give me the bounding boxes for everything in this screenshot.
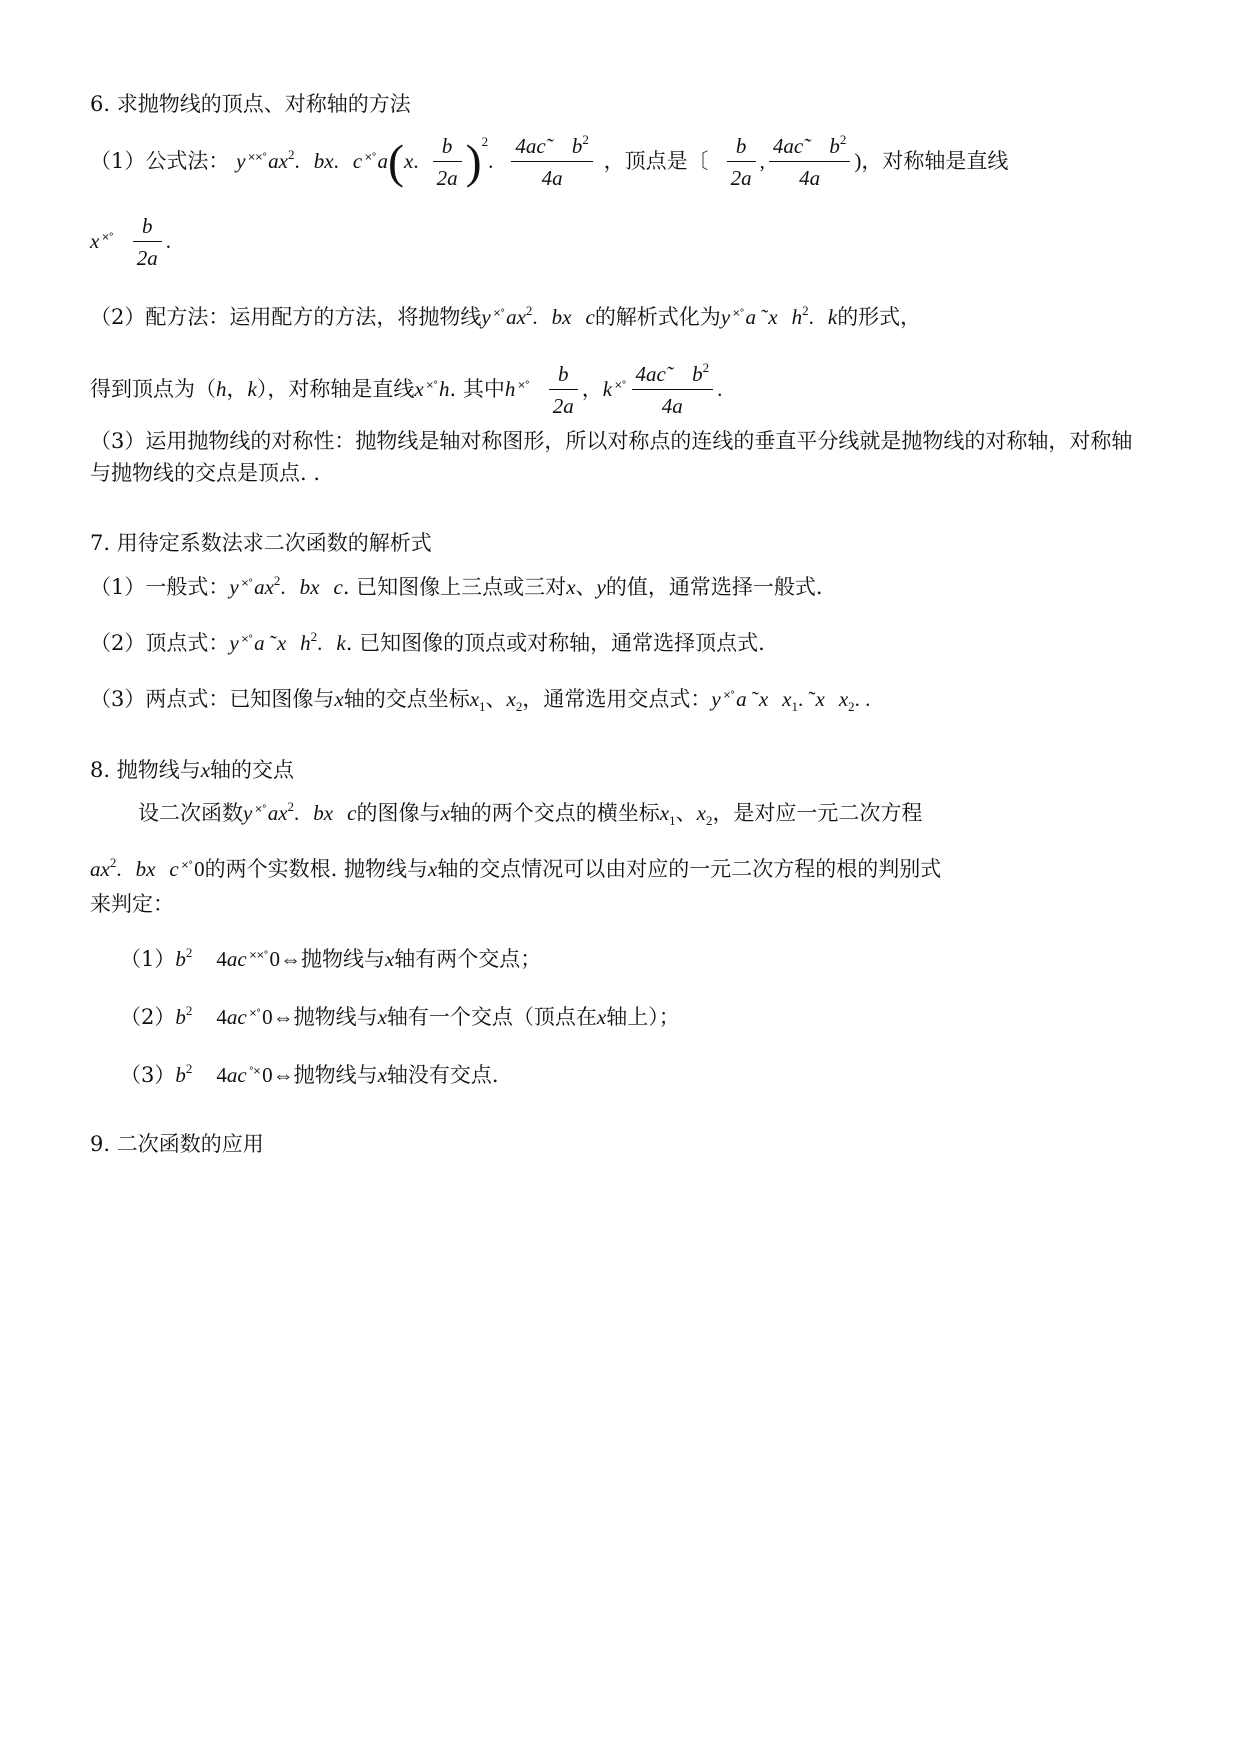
section-8-title: 8. 抛物线与x轴的交点 [90, 758, 295, 782]
section-6-item-2-line1: （2）配方法：运用配方的方法，将抛物线y $^{\times^\circ}ax^2$. bx c的解析式化为y ×°a ˜x $h^2$. k的形式， [90, 303, 922, 329]
section-8-para-line1: 设二次函数y $^{\times^\circ}ax^2$. bx c的图像与x轴的两个交点的横坐标$x_1$、$x_2$，是对应一元二次方程 [138, 799, 923, 828]
section-9-title: 9. 二次函数的应用 [90, 1132, 264, 1156]
section-6-item-2-line2: 得到顶点为（h，k），对称轴是直线x ×°h. 其中h ×° $\frac{b}{2a}$ ，k ×° $\frac{4ac˜ b^2}{4a}$ . [90, 360, 723, 418]
section-8-para-line3: 来判定： [90, 892, 174, 916]
section-7-item-1: （1）一般式：y $^{\times^\circ}ax^2$. bx c. 已知图像上三点或三对x、y的值，通常选择一般式. [90, 573, 823, 599]
section-7-item-3: （3）两点式：已知图像与x轴的交点坐标$x_1$、$x_2$，通常选用交点式：y ×°a ˜x $x_1$. ˜x $x_2$. . [90, 687, 871, 714]
section-8-case-2: $(2)b^2$ 4ac ×°0⇔抛物线与x轴有一个交点（顶点在x轴上）； [120, 1003, 680, 1029]
section-7-title: 7. 用待定系数法求二次函数的解析式 [90, 531, 432, 555]
section-6-title: 6. 求抛物线的顶点、对称轴的方法 [90, 92, 411, 116]
section-6-item-1-axis: x ×° $\frac{b}{2a}$ . [90, 208, 1150, 274]
section-7-item-2: （2）顶点式：y ×°a ˜x $h^2$. k. 已知图像的顶点或对称轴，通常选择顶点式. [90, 629, 765, 655]
section-8-para-line2: $ax^2$. bx c ×°0的两个实数根. 抛物线与x轴的交点情况可以由对应的一元二次方程的根的判别式 [90, 855, 942, 881]
section-8-case-3: $(3)b^2$ 4ac °×0⇔抛物线与x轴没有交点. [120, 1061, 499, 1087]
section-6-item-3: （3）运用抛物线的对称性：抛物线是轴对称图形，所以对称点的连线的垂直平分线就是抛物线的对称轴，对称轴与抛物线的交点是顶点. . [90, 429, 1133, 485]
section-6-item-1: （1）公式法： y $^{\times\times^\circ}ax^2$. bx. c ×°a(x. $\frac{b}{2a}$ )$^2$. $\frac{4ac˜ b^2}{4a}$ ，顶点是〔 $\frac{b}{2a}$ , $\frac{4ac˜ b^2}{4a}$ )，对称轴是直线 [90, 132, 1009, 190]
section-8-case-1: $(1)b^2$ 4ac ××°0⇔抛物线与x轴有两个交点； [120, 945, 542, 971]
